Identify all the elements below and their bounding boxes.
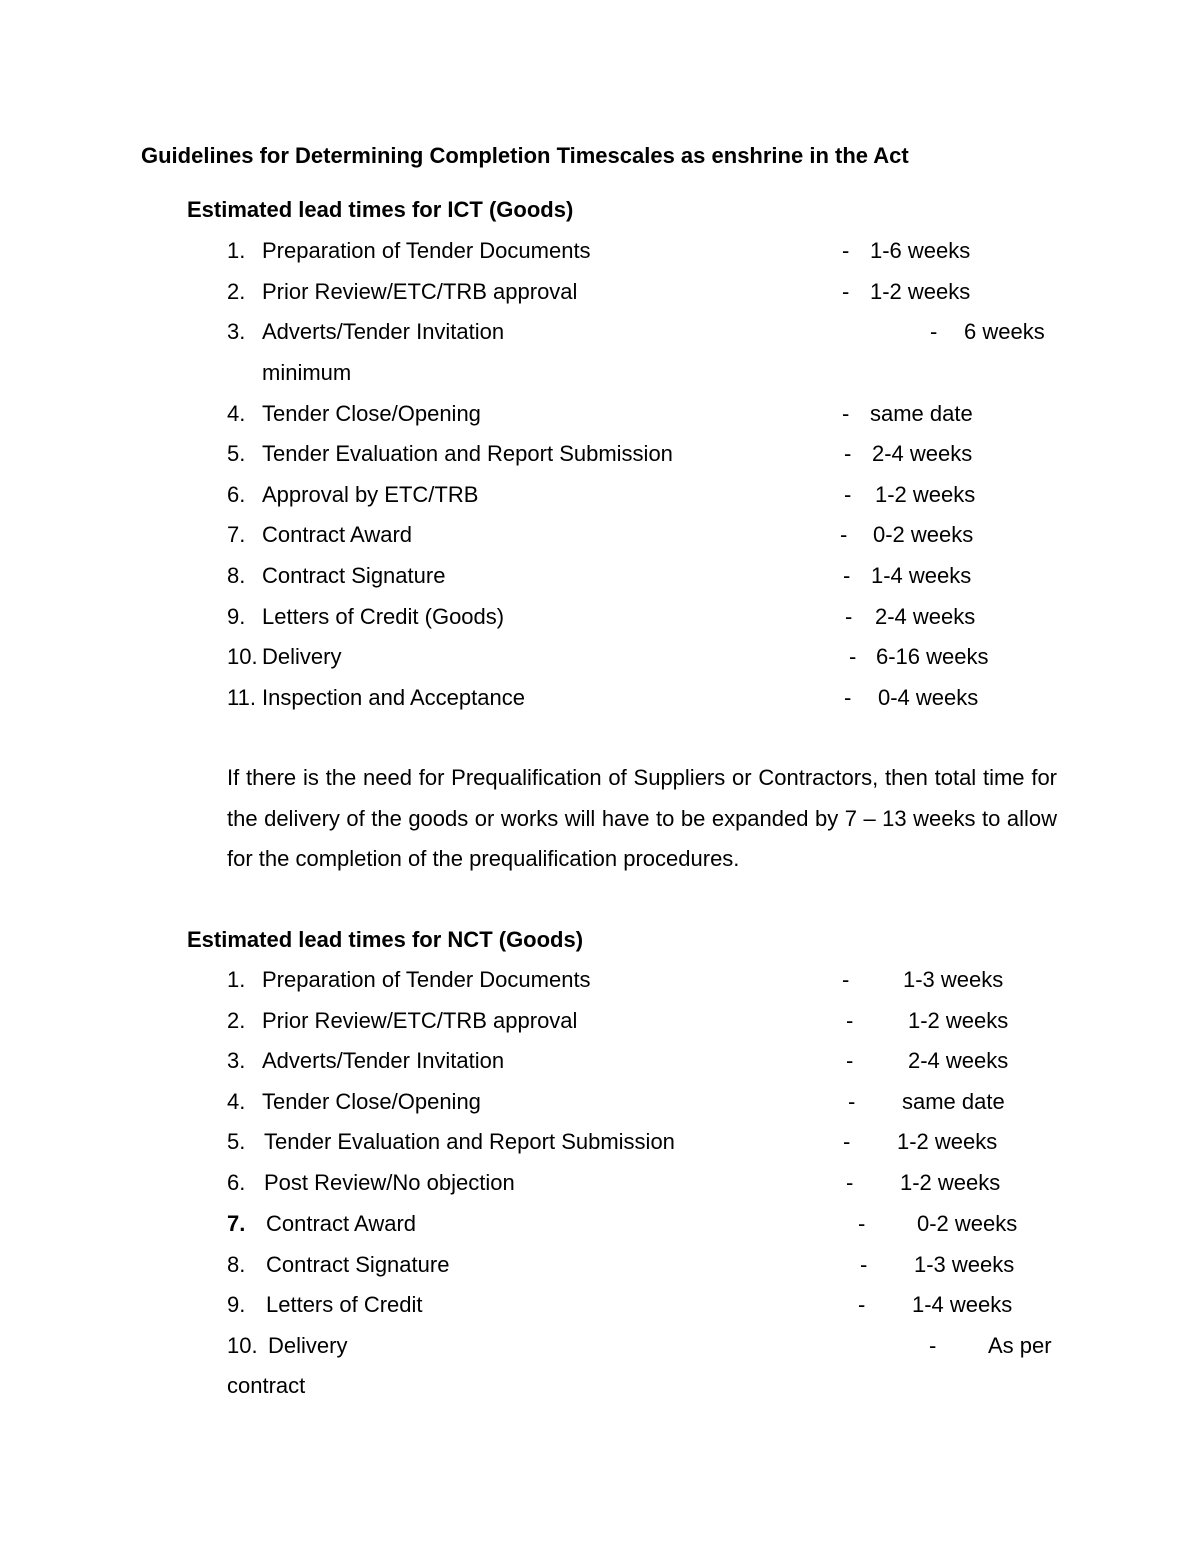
item-label: Prior Review/ETC/TRB approval <box>262 279 578 304</box>
item-number: 8. <box>227 1252 246 1277</box>
item-label: Adverts/Tender Invitation <box>262 1048 505 1073</box>
item-label: Tender Close/Opening <box>262 401 481 426</box>
item-value: 2-4 weeks <box>872 441 973 466</box>
item-dash: - <box>844 482 852 507</box>
item-value: 1-2 weeks <box>908 1008 1009 1033</box>
item-value: 1-6 weeks <box>870 238 971 263</box>
item-dash: - <box>843 1129 851 1154</box>
nct-section-heading: Estimated lead times for NCT (Goods) <box>187 927 584 952</box>
prequalification-note: If there is the need for Prequalification of Suppliers or Contractors, then total time for the delivery of the goods or works will have to be expanded by 7 – 13 weeks to allow for the completion of the prequalification procedures. <box>227 765 1057 872</box>
item-number: 6. <box>227 1170 246 1195</box>
item-number: 3. <box>227 1048 246 1073</box>
item-dash: - <box>846 1048 854 1073</box>
item-value: 2-4 weeks <box>908 1048 1009 1073</box>
item-number: 2. <box>227 279 246 304</box>
item-number: 11. <box>227 685 256 710</box>
item-dash: - <box>846 1170 854 1195</box>
item-dash: - <box>845 604 853 629</box>
item-dash: - <box>842 967 850 992</box>
item-number: 2. <box>227 1008 246 1033</box>
item-dash: - <box>840 522 848 547</box>
item-value: 1-2 weeks <box>900 1170 1001 1195</box>
item-dash: - <box>844 441 852 466</box>
item-value: 2-4 weeks <box>875 604 976 629</box>
item-value: 1-3 weeks <box>903 967 1004 992</box>
item-dash: - <box>844 685 852 710</box>
item-label: Letters of Credit (Goods) <box>262 604 505 629</box>
item-label: Preparation of Tender Documents <box>262 967 591 992</box>
item-number: 10. <box>227 1333 258 1358</box>
item-label: Tender Evaluation and Report Submission <box>262 441 673 466</box>
item-dash: - <box>858 1211 866 1236</box>
item-label: Contract Award <box>266 1211 417 1236</box>
item-dash: - <box>849 644 857 669</box>
item-dash: - <box>929 1333 937 1358</box>
item-value: 1-2 weeks <box>875 482 976 507</box>
item-dash: - <box>842 238 850 263</box>
item-dash: - <box>846 1008 854 1033</box>
item-number: 1. <box>227 238 246 263</box>
item-label: Tender Evaluation and Report Submission <box>264 1129 675 1154</box>
item-label: Inspection and Acceptance <box>262 685 525 710</box>
item-value: 1-2 weeks <box>897 1129 998 1154</box>
item-value: As per <box>988 1333 1052 1358</box>
item-number: 3. <box>227 319 246 344</box>
item-continuation: contract <box>227 1373 306 1398</box>
item-number: 1. <box>227 967 246 992</box>
item-number: 6. <box>227 482 246 507</box>
item-number: 4. <box>227 1089 246 1114</box>
item-number: 7. <box>227 522 246 547</box>
item-label: Adverts/Tender Invitation <box>262 319 505 344</box>
item-number: 10. <box>227 644 258 669</box>
item-label: Contract Award <box>262 522 413 547</box>
item-label: Delivery <box>268 1333 348 1358</box>
item-label: Approval by ETC/TRB <box>262 482 479 507</box>
item-value: 6 weeks <box>964 319 1045 344</box>
item-label: Contract Signature <box>262 563 446 588</box>
item-value: 1-4 weeks <box>871 563 972 588</box>
item-value: 0-2 weeks <box>873 522 974 547</box>
item-number: 9. <box>227 1292 246 1317</box>
item-dash: - <box>848 1089 856 1114</box>
item-value: 0-4 weeks <box>878 685 979 710</box>
item-value: 1-4 weeks <box>912 1292 1013 1317</box>
item-number: 7. <box>227 1211 246 1236</box>
item-label: Tender Close/Opening <box>262 1089 481 1114</box>
item-label: Post Review/No objection <box>264 1170 515 1195</box>
item-dash: - <box>858 1292 866 1317</box>
item-dash: - <box>930 319 938 344</box>
item-number: 5. <box>227 1129 246 1154</box>
item-number: 5. <box>227 441 246 466</box>
item-label: Prior Review/ETC/TRB approval <box>262 1008 578 1033</box>
item-label: Letters of Credit <box>266 1292 423 1317</box>
item-value: 1-2 weeks <box>870 279 971 304</box>
item-dash: - <box>842 401 850 426</box>
item-label: Contract Signature <box>266 1252 450 1277</box>
item-value: 0-2 weeks <box>917 1211 1018 1236</box>
item-value: 6-16 weeks <box>876 644 989 669</box>
item-value: same date <box>870 401 973 426</box>
item-dash: - <box>842 279 850 304</box>
page-title: Guidelines for Determining Completion Timescales as enshrine in the Act <box>141 143 909 168</box>
item-label: Delivery <box>262 644 342 669</box>
item-label: Preparation of Tender Documents <box>262 238 591 263</box>
item-number: 9. <box>227 604 246 629</box>
item-value: same date <box>902 1089 1005 1114</box>
item-continuation: minimum <box>262 360 352 385</box>
item-dash: - <box>843 563 851 588</box>
item-value: 1-3 weeks <box>914 1252 1015 1277</box>
item-number: 4. <box>227 401 246 426</box>
item-number: 8. <box>227 563 246 588</box>
item-dash: - <box>860 1252 868 1277</box>
ict-section-heading: Estimated lead times for ICT (Goods) <box>187 197 574 222</box>
